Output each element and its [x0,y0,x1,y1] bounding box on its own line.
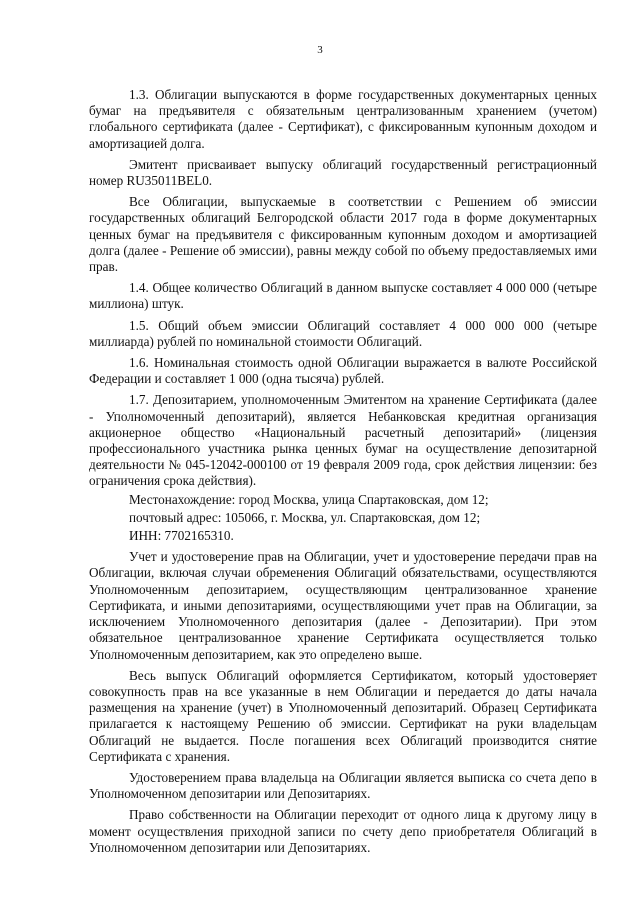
paragraph-location: Местонахождение: город Москва, улица Спартаковская, дом 12; [129,491,489,507]
paragraph-1-4: 1.4. Общее количество Облигаций в данном выпуске составляет 4 000 000 (четыре миллиона) штук. [89,280,597,312]
paragraph-ownership-proof: Удостоверением права владельца на Облигации является выписка со счета депо в Уполномоченном депозитарии или Депозитариях. [89,769,597,802]
paragraph-inn: ИНН: 7702165310. [129,528,234,544]
paragraph-all-bonds: Все Облигации, выпускаемые в соответствии с Решением об эмиссии государственных облигаций Белгородской области 2017 года в форме документарных ценных бумаг на предъявителя с фиксированным купонным доходом и амортизацией долга (далее - Решение об эмиссии), равны между собой по объему предоставляемых ими прав. [89,194,597,275]
paragraph-postal-address: почтовый адрес: 105066, г. Москва, ул. Спартаковская, дом 12; [129,509,481,525]
page-number: 3 [317,44,323,56]
paragraph-ownership-transfer: Право собственности на Облигации переходит от одного лица к другому лицу в момент осуществления приходной записи по счету депо приобретателя Облигаций в Уполномоченном депозитарии или Депозитариях. [89,807,597,855]
document-body [89,87,597,861]
paragraph-1-5: 1.5. Общий объем эмиссии Облигаций составляет 4 000 000 000 (четыре миллиарда) рублей по номинальной стоимости Облигаций. [89,317,597,349]
paragraph-1-6: 1.6. Номинальная стоимость одной Облигации выражается в валюте Российской Федерации и составляет 1 000 (одна тысяча) рублей. [89,355,597,387]
paragraph-1-3: 1.3. Облигации выпускаются в форме государственных документарных ценных бумаг на предъявителя с обязательным централизованным хранением (учетом) глобального сертификата (далее - Сертификат), с фиксированным купонным доходом и амортизацией долга. [89,87,597,151]
paragraph-registration-number: Эмитент присваивает выпуску облигаций государственный регистрационный номер RU35011BEL0. [89,156,597,189]
paragraph-accounting: Учет и удостоверение прав на Облигации, учет и удостоверение передачи прав на Облигации, включая случаи обременения Облигаций обязательствами, осуществляются Уполномоченным депозитарием, осуществляющим централизованное хранение Сертификата, и иными депозитариями, осуществляющими учет прав на Облигации, за исключением Уполномоченного депозитария (далее - Депозитарии). При этом обязательное централизованное хранение Сертификата осуществляется только Уполномоченным депозитарием, как это определено выше. [89,549,597,662]
paragraph-certificate: Весь выпуск Облигаций оформляется Сертификатом, который удостоверяет совокупность прав на все указанные в нем Облигации и передается до даты начала размещения на хранение (учет) в Уполномоченный депозитарий. Образец Сертификата прилагается к настоящему Решению об эмиссии. Сертификат на руки владельцам Облигаций не выдается. После погашения всех Облигаций производится снятие Сертификата с хранения. [89,667,597,764]
paragraph-1-7: 1.7. Депозитарием, уполномоченным Эмитентом на хранение Сертификата (далее - Уполномоченный депозитарий), является Небанковская кредитная организация акционерное общество «Национальный расчетный депозитарий» (лицензия профессионального участника рынка ценных бумаг на осуществление депозитарной деятельности № 045-12042-000100 от 19 февраля 2009 года, срок действия лицензии: без ограничения срока действия). [89,392,597,489]
